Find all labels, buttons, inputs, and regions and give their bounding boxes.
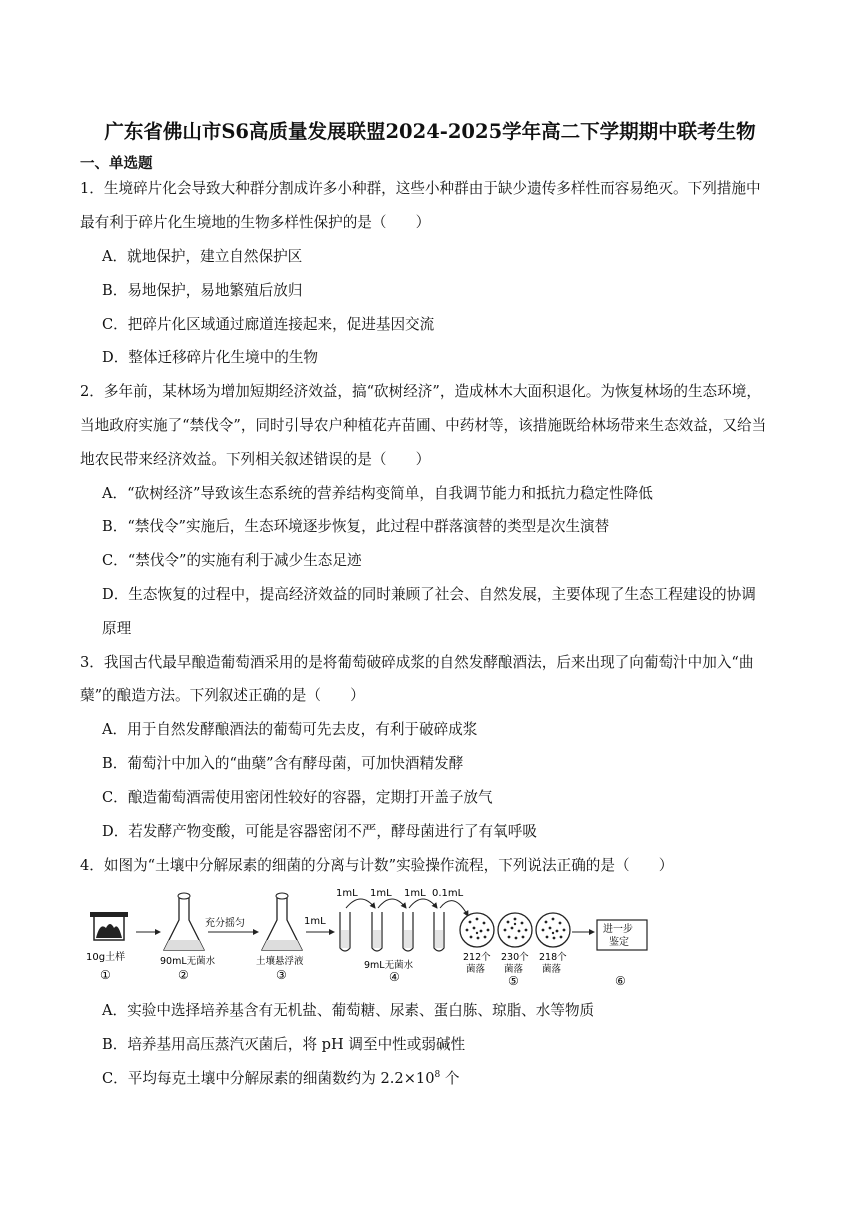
q1-option-d: D．整体迁移碎片化生境中的生物	[102, 349, 319, 366]
water-9ml-label: 9mL无菌水	[364, 960, 414, 971]
q4-stem-line1: 4．如图为“土壤中分解尿素的细菌的分离与计数”实验操作流程，下列说法正确的是（ ）	[80, 857, 674, 874]
q2-option-a: A．“砍树经济”导致该生态系统的营养结构变简单，自我调节能力和抵抗力稳定性降低	[102, 485, 653, 502]
q4-option-c	[102, 1069, 459, 1089]
test-tube-icon	[403, 912, 413, 951]
colony-word-2: 菌落	[504, 964, 524, 975]
q1-option-c: C．把碎片化区域通过廊道连接起来，促进基因交流	[102, 316, 435, 333]
page-title: 广东省佛山市S6高质量发展联盟2024-2025学年高二下学期期中联考生物	[104, 120, 756, 143]
identification-label-line1: 进一步	[603, 924, 633, 935]
colony-word-1: 菌落	[466, 964, 486, 975]
q1-stem-line2: 最有利于碎片化生境地的生物多样性保护的是（ ）	[80, 214, 431, 231]
q4-option-b: B．培养基用高压蒸汽灭菌后，将 pH 调至中性或弱碱性	[102, 1036, 466, 1053]
test-tube-icon	[434, 912, 444, 951]
colony-count-2: 230个	[501, 952, 529, 963]
q3-stem-line1: 3．我国古代最早酿造葡萄酒采用的是将葡萄破碎成浆的自然发酵酿酒法，后来出现了向葡萄汁中加入“曲	[80, 654, 754, 671]
q3-option-a: A．用于自然发酵酿酒法的葡萄可先去皮，有利于破碎成浆	[102, 721, 478, 738]
q3-option-d: D．若发酵产物变酸，可能是容器密闭不严，酵母菌进行了有氧呼吸	[102, 823, 537, 840]
step-1-label: ①	[100, 968, 111, 982]
colony-count-1: 212个	[463, 952, 491, 963]
q2-stem-line3: 地农民带来经济效益。下列相关叙述错误的是（ ）	[80, 451, 431, 468]
q4-option-c-prefix: C．平均每克土壤中分解尿素的细菌数约为 2.2×10	[102, 1070, 435, 1087]
q2-option-d-line1: D．生态恢复的过程中，提高经济效益的同时兼顾了社会、自然发展，主要体现了生态工程建设的协调	[102, 586, 756, 603]
q4-option-a: A．实验中选择培养基含有无机盐、葡萄糖、尿素、蛋白胨、琼脂、水等物质	[102, 1002, 595, 1019]
section-heading: 一、单选题	[80, 155, 153, 172]
q1-stem-line1: 1．生境碎片化会导致大种群分割成许多小种群，这些小种群由于缺少遗传多样性而容易绝灭。下列措施中	[80, 180, 761, 197]
step-2-label: ②	[178, 968, 189, 982]
identification-label-line2: 鉴定	[609, 937, 629, 948]
step-6-label: ⑥	[615, 974, 626, 988]
dilution-1ml-label: 1mL	[404, 888, 426, 899]
dilution-1ml-label: 1mL	[336, 888, 358, 899]
q1-option-b: B．易地保护，易地繁殖后放归	[102, 282, 303, 299]
shake-label: 充分摇匀	[205, 918, 245, 929]
q2-stem-line2: 当地政府实施了“禁伐令”，同时引导农户种植花卉苗圃、中药材等，该措施既给林场带来生态效益，又给当	[80, 417, 767, 434]
q1-option-a: A．就地保护，建立自然保护区	[102, 248, 303, 265]
plating-volume-label: 0.1mL	[432, 888, 464, 899]
colony-word-3: 菌落	[542, 964, 562, 975]
test-tube-icon	[372, 912, 382, 951]
q2-option-b: B．“禁伐令”实施后，生态环境逐步恢复，此过程中群落演替的类型是次生演替	[102, 518, 610, 535]
transfer-1ml-label: 1mL	[304, 916, 326, 927]
soil-suspension-label: 土壤悬浮液	[256, 956, 304, 967]
q4-option-c-suffix: 个	[440, 1070, 460, 1087]
step-4-label: ④	[389, 970, 400, 984]
water-90ml-label: 90mL无菌水	[160, 956, 216, 967]
q3-stem-line2: 蘖”的酿造方法。下列叙述正确的是（ ）	[80, 687, 365, 704]
experiment-flow-diagram	[82, 886, 662, 988]
soil-sample-icon	[90, 912, 128, 940]
step-5-label: ⑤	[508, 974, 519, 988]
petri-dish-icon	[498, 913, 532, 947]
flask-icon	[262, 893, 302, 950]
colony-count-3: 218个	[539, 952, 567, 963]
q3-option-c: C．酿造葡萄酒需使用密闭性较好的容器，定期打开盖子放气	[102, 789, 493, 806]
q2-stem-line1: 2．多年前，某林场为增加短期经济效益，搞“砍树经济”，造成林木大面积退化。为恢复林场的生态环境，	[80, 383, 761, 400]
dilution-1ml-label: 1mL	[370, 888, 392, 899]
flask-icon	[164, 893, 204, 950]
petri-dish-icon	[460, 913, 494, 947]
petri-dish-icon	[536, 913, 570, 947]
q4-option-c-exponent: 8	[434, 1070, 441, 1081]
test-tube-icon	[340, 912, 350, 951]
q2-option-c: C．“禁伐令”的实施有利于减少生态足迹	[102, 552, 362, 569]
q3-option-b: B．葡萄汁中加入的“曲蘖”含有酵母菌，可加快酒精发酵	[102, 755, 464, 772]
q2-option-d-line2: 原理	[102, 620, 132, 637]
step-3-label: ③	[276, 968, 287, 982]
soil-label: 10g土样	[86, 952, 126, 963]
